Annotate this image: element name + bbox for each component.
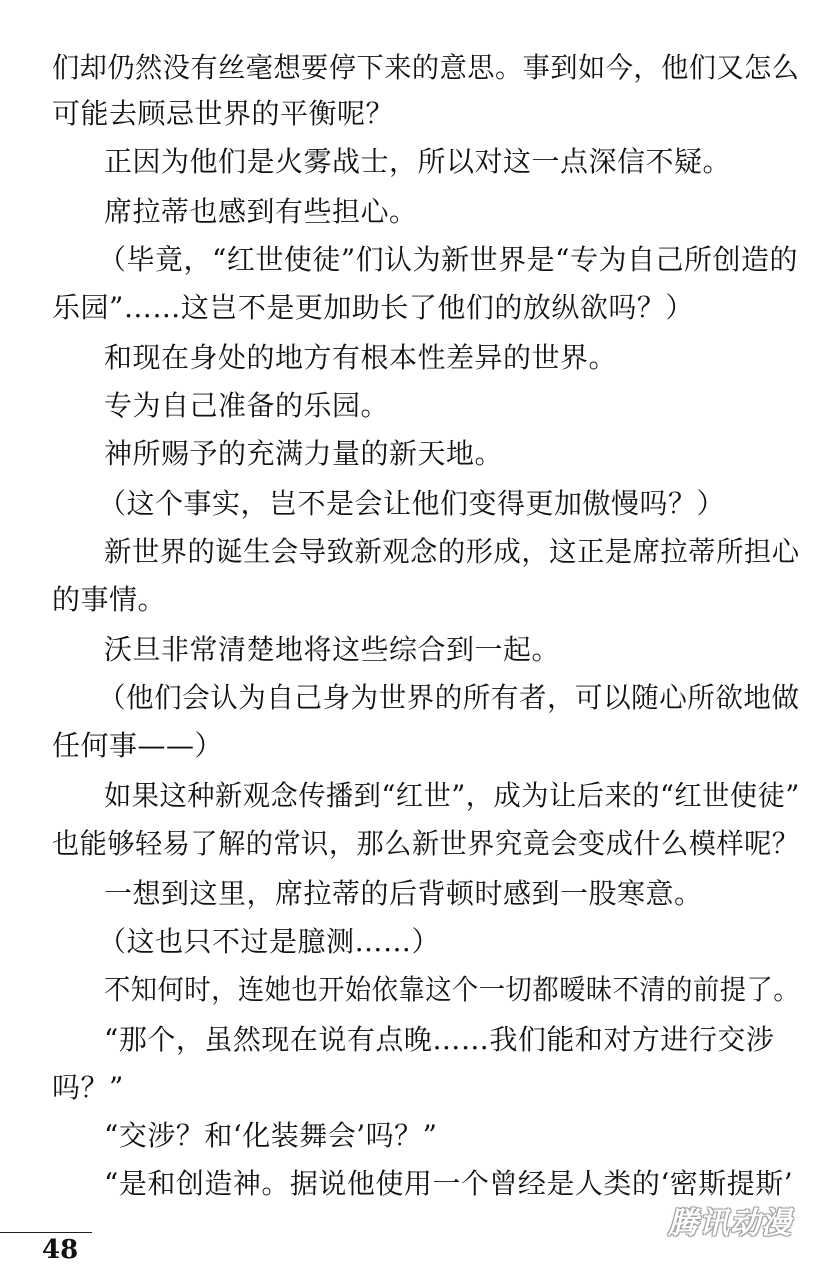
text-line: 正因为他们是火雾战士，所以对这一点深信不疑。 [104,145,732,178]
text-line: 一想到这里，席拉蒂的后背顿时感到一股寒意。 [104,877,703,910]
text-line: 任何事——） [52,729,224,762]
text-line: （毕竟，“红世使徒”们认为新世界是“专为自己所创造的 [98,243,798,276]
text-line: 们却仍然没有丝毫想要停下来的意思。事到如今，他们又怎么 [52,51,800,84]
text-line: （他们会认为自己身为世界的所有者，可以随心所欲地做 [98,681,800,714]
text-line: （这个事实，岂不是会让他们变得更加傲慢吗？） [98,487,726,520]
text-line: 如果这种新观念传播到“红世”，成为让后来的“红世使徒” [104,779,800,812]
text-line: 和现在身处的地方有根本性差异的世界。 [104,341,618,374]
text-line: 席拉蒂也感到有些担心。 [104,195,418,228]
text-line: 神所赐予的充满力量的新天地。 [104,437,504,470]
text-line: 乐园”……这岂不是更加助长了他们的放纵欲吗？） [52,291,694,324]
text-line: “是和创造神。据说他使用一个曾经是人类的‘密斯提斯’ [104,1167,794,1200]
text-line: 也能够轻易了解的常识，那么新世界究竟会变成什么模样呢？ [52,827,800,860]
footer-rule [0,1232,92,1233]
text-line: “那个，虽然现在说有点晚……我们能和对方进行交涉 [104,1023,775,1056]
text-line: 吗？” [52,1071,124,1104]
watermark-logo: 腾讯动漫 [668,1206,792,1241]
text-line: 专为自己准备的乐园。 [104,389,390,422]
text-line: 新世界的诞生会导致新观念的形成，这正是席拉蒂所担心 [104,535,800,568]
page-number: 48 [42,1235,79,1265]
text-line: 沃旦非常清楚地将这些综合到一起。 [104,633,561,666]
text-line: 不知何时，连她也开始依靠这个一切都暧昧不清的前提了。 [104,973,801,1006]
text-line: “交涉？和‘化装舞会’吗？” [104,1119,438,1152]
text-line: （这也只不过是臆测……） [98,925,441,958]
text-line: 的事情。 [52,583,167,616]
text-line: 可能去顾忌世界的平衡呢？ [52,97,395,130]
